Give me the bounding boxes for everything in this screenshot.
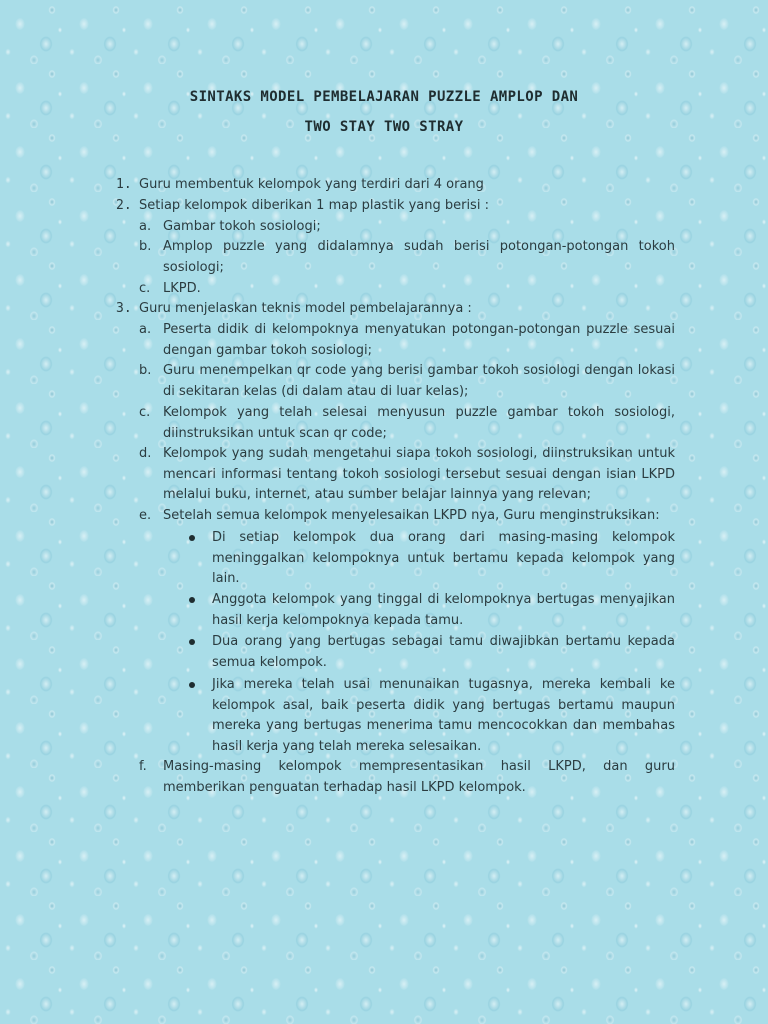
list-item-2: Setiap kelompok diberikan 1 map plastik yang berisi :	[139, 198, 489, 213]
list-item-1: Guru membentuk kelompok yang terdiri dari 4 orang	[139, 177, 484, 192]
sub-item-2a: Gambar tokoh sosiologi;	[163, 219, 321, 234]
sub-item-3e: Setelah semua kelompok menyelesaikan LKPD nya, Guru menginstruksikan:	[163, 508, 660, 523]
bullet-item-1: Di setiap kelompok dua orang dari masing-masing kelompok meninggalkan kelompoknya untuk bertamu kepada kelompok yang lain.	[212, 530, 675, 587]
list-item-3: Guru menjelaskan teknis model pembelajarannya :	[139, 301, 472, 316]
sub-marker-3a: a.	[139, 322, 152, 337]
bullet-item-3: Dua orang yang bertugas sebagai tamu diwajibkan bertamu kepada semua kelompok.	[212, 634, 675, 670]
bullet-item-2: Anggota kelompok yang tinggal di kelompoknya bertugas menyajikan hasil kerja kelompoknya kepada tamu.	[212, 592, 675, 628]
sub-marker-3c: c.	[139, 405, 151, 420]
sub-marker-2a: a.	[139, 219, 152, 234]
sub-marker-3f: f.	[139, 759, 147, 774]
bullet-dot	[189, 597, 195, 603]
bullet-dot	[189, 682, 195, 688]
sub-item-3a: Peserta didik di kelompoknya menyatukan potongan-potongan puzzle sesuai dengan gambar tokoh sosiologi;	[163, 322, 675, 358]
document-title-line-1: SINTAKS MODEL PEMBELAJARAN PUZZLE AMPLOP DAN	[189, 89, 579, 105]
sub-marker-3b: b.	[139, 363, 152, 378]
document-title-line-2: TWO STAY TWO STRAY	[304, 119, 464, 135]
bullet-dot	[189, 535, 195, 541]
sub-item-2c: LKPD.	[163, 281, 201, 296]
bullet-item-4: Jika mereka telah usai menunaikan tugasnya, mereka kembali ke kelompok asal, baik peserta didik yang bertugas bertamu maupun mereka yang bertugas menerima tamu mencocokkan dan membahas hasil kerja yang telah mereka selesaikan.	[212, 677, 675, 754]
list-number-1: 1.	[116, 177, 132, 192]
sub-marker-3d: d.	[139, 446, 152, 461]
list-number-2: 2.	[116, 198, 132, 213]
sub-item-3c: Kelompok yang telah selesai menyusun puzzle gambar tokoh sosiologi, diinstruksikan untuk scan qr code;	[163, 405, 675, 441]
sub-item-2b: Amplop puzzle yang didalamnya sudah berisi potongan-potongan tokoh sosiologi;	[163, 239, 675, 275]
bullet-dot	[189, 639, 195, 645]
sub-marker-2c: c.	[139, 281, 151, 296]
sub-marker-2b: b.	[139, 239, 152, 254]
sub-item-3b: Guru menempelkan qr code yang berisi gambar tokoh sosiologi dengan lokasi di sekitaran kelas (di dalam atau di luar kelas);	[163, 363, 675, 399]
sub-item-3f: Masing-masing kelompok mempresentasikan hasil LKPD, dan guru memberikan penguatan terhadap hasil LKPD kelompok.	[163, 759, 675, 795]
sub-marker-3e: e.	[139, 508, 152, 523]
sub-item-3d: Kelompok yang sudah mengetahui siapa tokoh sosiologi, diinstruksikan untuk mencari informasi tentang tokoh sosiologi tersebut sesuai dengan isian LKPD melalui buku, internet, atau sumber belajar lainnya yang relevan;	[163, 446, 675, 503]
list-number-3: 3.	[116, 301, 132, 316]
